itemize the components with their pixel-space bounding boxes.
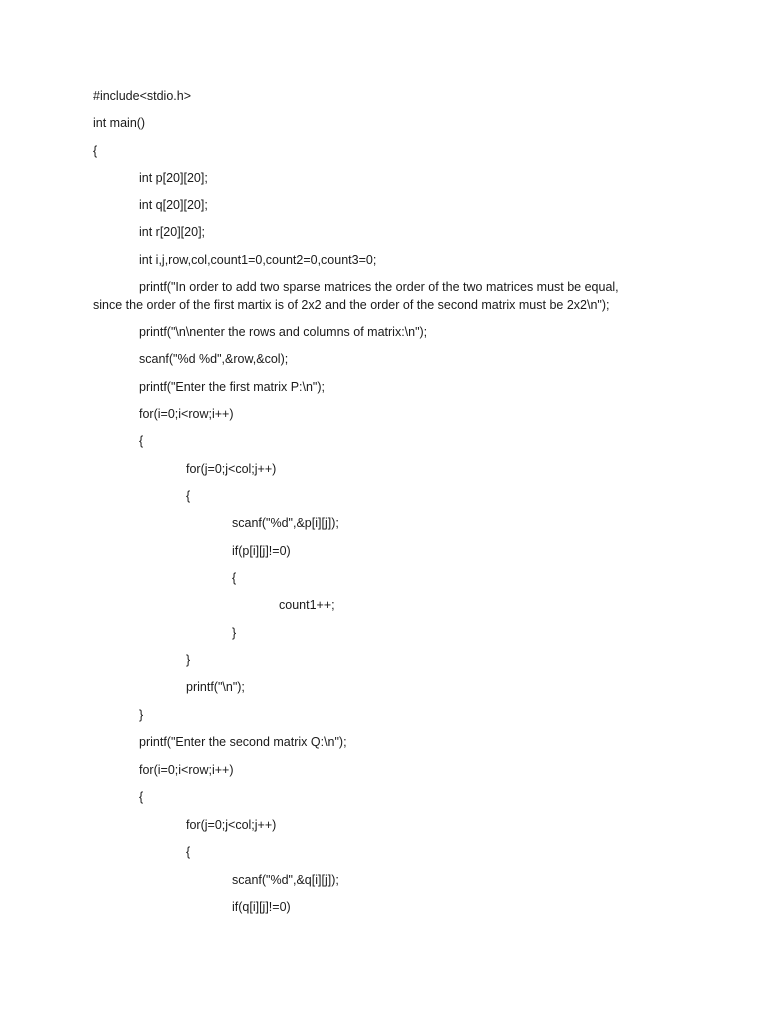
code-line: printf("\n\nenter the rows and columns of matrix:\n"); [139,325,428,339]
code-line: scanf("%d",&p[i][j]); [232,516,339,530]
code-line: { [186,489,191,503]
code-line: { [139,790,144,804]
code-line: { [93,144,98,158]
code-line: scanf("%d",&q[i][j]); [232,873,339,887]
code-line: if(p[i][j]!=0) [232,544,291,558]
code-line: int q[20][20]; [139,198,208,212]
code-line: } [139,708,144,722]
code-line: scanf("%d %d",&row,&col); [139,352,289,366]
code-line: for(i=0;i<row;i++) [139,407,234,421]
code-line: #include<stdio.h> [93,89,191,103]
code-line: printf("In order to add two sparse matrices the order of the two matrices must be equal, [139,280,619,294]
code-line: for(j=0;j<col;j++) [186,462,277,476]
code-line: int main() [93,116,146,130]
code-line: int r[20][20]; [139,225,206,239]
code-line: printf("Enter the first matrix P:\n"); [139,380,326,394]
code-line: int p[20][20]; [139,171,208,185]
code-line: for(j=0;j<col;j++) [186,818,277,832]
code-line: for(i=0;i<row;i++) [139,763,234,777]
code-line: printf("\n"); [186,680,245,694]
code-line: int i,j,row,col,count1=0,count2=0,count3=0; [139,253,377,267]
code-line: { [186,845,191,859]
code-line-continuation: since the order of the first martix is of 2x2 and the order of the second matrix must be 2x2\n"); [93,298,610,312]
code-line: if(q[i][j]!=0) [232,900,291,914]
code-line: { [232,571,237,585]
code-line: count1++; [279,598,335,612]
code-line: } [186,653,191,667]
code-line: { [139,434,144,448]
code-line: printf("Enter the second matrix Q:\n"); [139,735,347,749]
code-line: } [232,626,237,640]
